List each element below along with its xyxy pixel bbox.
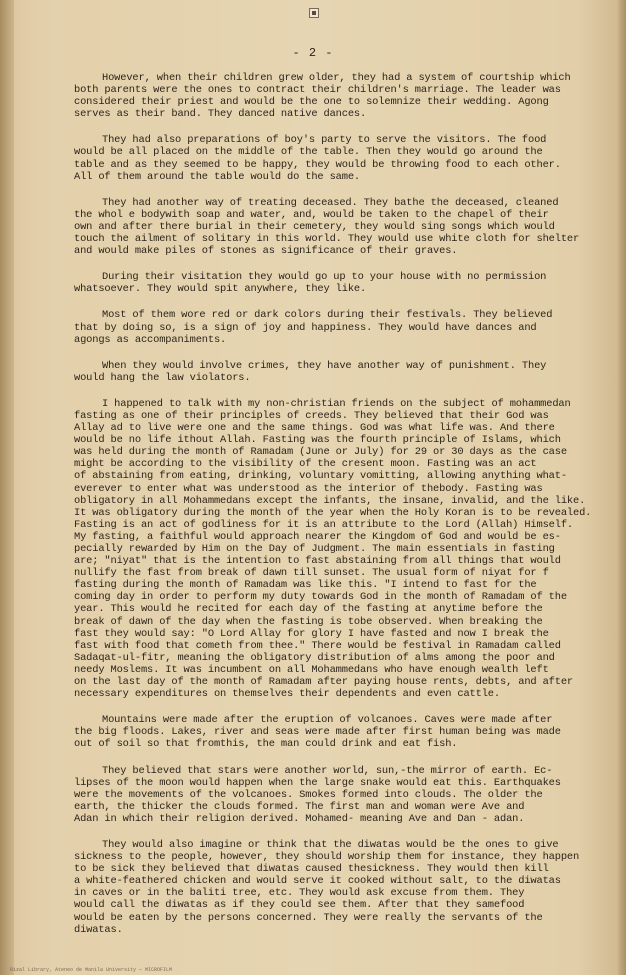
text-line: would be eaten by the persons concerned. They were really the servants of the <box>74 911 543 924</box>
text-line: fast they would say: "O Lord Allay for glory I have fasted and now I break the <box>74 627 549 640</box>
text-line: would be all placed on the middle of the table. Then they would go around the <box>74 146 543 159</box>
text-line: They had another way of treating deceased. They bathe the deceased, cleaned <box>102 196 559 209</box>
text-line: Allay ad to live were one and the same things. God was what life was. And there <box>74 422 555 435</box>
text-line: They would also imagine or think that the diwatas would be the ones to give <box>102 838 559 851</box>
text-line: pecially rewarded by Him on the Day of Judgment. The main essentials in fasting <box>74 543 555 555</box>
text-line: lipses of the moon would happen when the large snake would eat this. Earthquakes <box>74 776 561 789</box>
text-line: were the movements of the volcanoes. Smokes formed into clouds. The older the <box>74 788 543 801</box>
text-line: Most of them wore red or dark colors during their festivals. They believed <box>102 309 553 322</box>
text-line: fasting during the month of Ramadam was like this. "I intend to fast for the <box>74 579 537 592</box>
paragraph <box>74 398 594 700</box>
text-line: coming day in order to perform my duty towards God in the month of Ramadam of the <box>74 591 567 604</box>
text-line: When they would involve crimes, they have another way of punishment. They <box>102 359 547 372</box>
text-line: both parents were the ones to contract their children's marriage. The leader was <box>74 84 561 97</box>
text-line: necessary expenditures on themselves their dependents and even cattle. <box>74 688 500 701</box>
page-left-edge <box>0 0 14 975</box>
text-line: obligatory in all Mohammedans except the infants, the insane, invalid, and the like. <box>74 494 586 507</box>
text-line: All of them around the table would do the same. <box>74 170 361 183</box>
text-line: out of soil so that fromthis, the man could drink and eat fish. <box>74 738 458 751</box>
text-line: and would make piles of stones as significance of their graves. <box>74 245 458 258</box>
text-line: They believed that stars were another world, sun,-the mirror of earth. Ec- <box>102 764 553 777</box>
text-line: whatsoever. They would spit anywhere, they like. <box>74 283 367 296</box>
text-line: My fasting, a faithful would approach nearer the Kingdom of God and would be es- <box>74 530 561 543</box>
text-line: in caves or in the baliti tree, etc. They would ask excuse from them. They <box>74 887 525 900</box>
text-line: are; "niyat" that is the intention to fast abstaining from all things that would <box>74 555 561 568</box>
page-number: - 2 - <box>292 46 334 60</box>
text-line: However, when their children grew older, they had a system of courtship which <box>102 72 571 84</box>
paragraph <box>74 839 594 936</box>
text-line: diwatas. <box>74 923 123 936</box>
text-line: Adan in which their religion derived. Mohamed- meaning Ave and Dan - adan. <box>74 812 525 825</box>
paragraph <box>74 271 594 295</box>
text-line: touch the ailment of solitary in this world. They would use white cloth for shelter <box>74 233 580 246</box>
text-line: They had also preparations of boy's party to serve the visitors. The food <box>102 134 547 147</box>
text-line: the big floods. Lakes, river and seas were made after first human being was made <box>74 726 561 739</box>
text-line: of abstaining from eating, drinking, voluntary vomitting, allowing anything what- <box>74 470 567 483</box>
text-line: fasting as one of their principles of creeds. They believed that their God was <box>74 409 549 422</box>
text-line: break of dawn of the day when the fasting is tobe observed. When breaking the <box>74 615 543 628</box>
text-line: a white-feathered chicken and would serve it cooked without salt, to the diwatas <box>74 875 561 888</box>
paragraph <box>74 197 594 257</box>
text-line: serves as their band. They danced native dances. <box>74 108 367 121</box>
text-line: During their visitation they would go up to your house with no permission <box>102 271 547 284</box>
paragraph <box>74 714 594 750</box>
page-right-edge <box>618 0 626 975</box>
typewritten-body <box>74 72 594 950</box>
text-line: on the last day of the month of Ramadam after paying house rents, debts, and after <box>74 676 574 689</box>
text-line: might be according to the visibility of the cresent moon. Fasting was an act <box>74 458 537 471</box>
text-line: earth, the thicker the clouds formed. The first man and woman were Ave and <box>74 800 525 813</box>
text-line: nullify the fast from break of dawn till sunset. The usual form of niyat for f <box>74 567 549 580</box>
text-line: considered their priest and would be the one to solemnize their wedding. Agong <box>74 96 549 109</box>
text-line: would call the diwatas as if they could see them. After that they samefood <box>74 899 525 912</box>
paragraph <box>74 360 594 384</box>
paragraph <box>74 309 594 345</box>
staple-mark-icon <box>309 8 319 18</box>
text-line: Sadaqat-ul-fitr, meaning the obligatory distribution of alms among the poor and <box>74 651 555 664</box>
paragraph <box>74 72 594 120</box>
text-line: I happened to talk with my non-christian friends on the subject of mohammedan <box>102 397 571 410</box>
paragraph <box>74 765 594 825</box>
text-line: Mountains were made after the eruption of volcanoes. Caves were made after <box>102 714 553 727</box>
text-line: own and after there burial in their cemetery, they would sing songs which would <box>74 220 555 233</box>
text-line: agongs as accompaniments. <box>74 333 227 346</box>
text-line: that by doing so, is a sign of joy and happiness. They would have dances and <box>74 321 537 334</box>
text-line: the whol e bodywith soap and water, and, would be taken to the chapel of their <box>74 208 549 221</box>
text-line: was held during the month of Ramadam (June or July) for 29 or 30 days as the case <box>74 446 567 459</box>
text-line: needy Moslems. It was incumbent on all Mohammedans who have enough wealth left <box>74 663 549 676</box>
text-line: would be no life ithout Allah. Fasting was the fourth principle of Islams, which <box>74 434 561 447</box>
text-line: Fasting is an act of godliness for it is an attribute to the Lord (Allah) Himself. <box>74 518 574 531</box>
text-line: table and as they seemed to be happy, they would be throwing food to each other. <box>74 158 561 171</box>
text-line: to be sick they believed that diwatas caused thesickness. They would then kill <box>74 863 549 876</box>
paragraph <box>74 134 594 182</box>
text-line: sickness to the people, however, they should worship them for instance, they happen <box>74 851 580 864</box>
text-line: would hang the law violators. <box>74 371 251 384</box>
archive-footer: Rizal Library, Ateneo de Manila University — MICROFILM <box>10 967 173 973</box>
text-line: everever to enter what was understood as the interior of thebody. Fasting was <box>74 482 543 495</box>
text-line: fast with food that cometh from thee." There would be festival in Ramadam called <box>74 639 561 652</box>
text-line: year. This would he recited for each day of the fasting at anytime before the <box>74 603 543 616</box>
text-line: It was obligatory during the month of the year when the Holy Koran is to be revealed. <box>74 506 592 519</box>
